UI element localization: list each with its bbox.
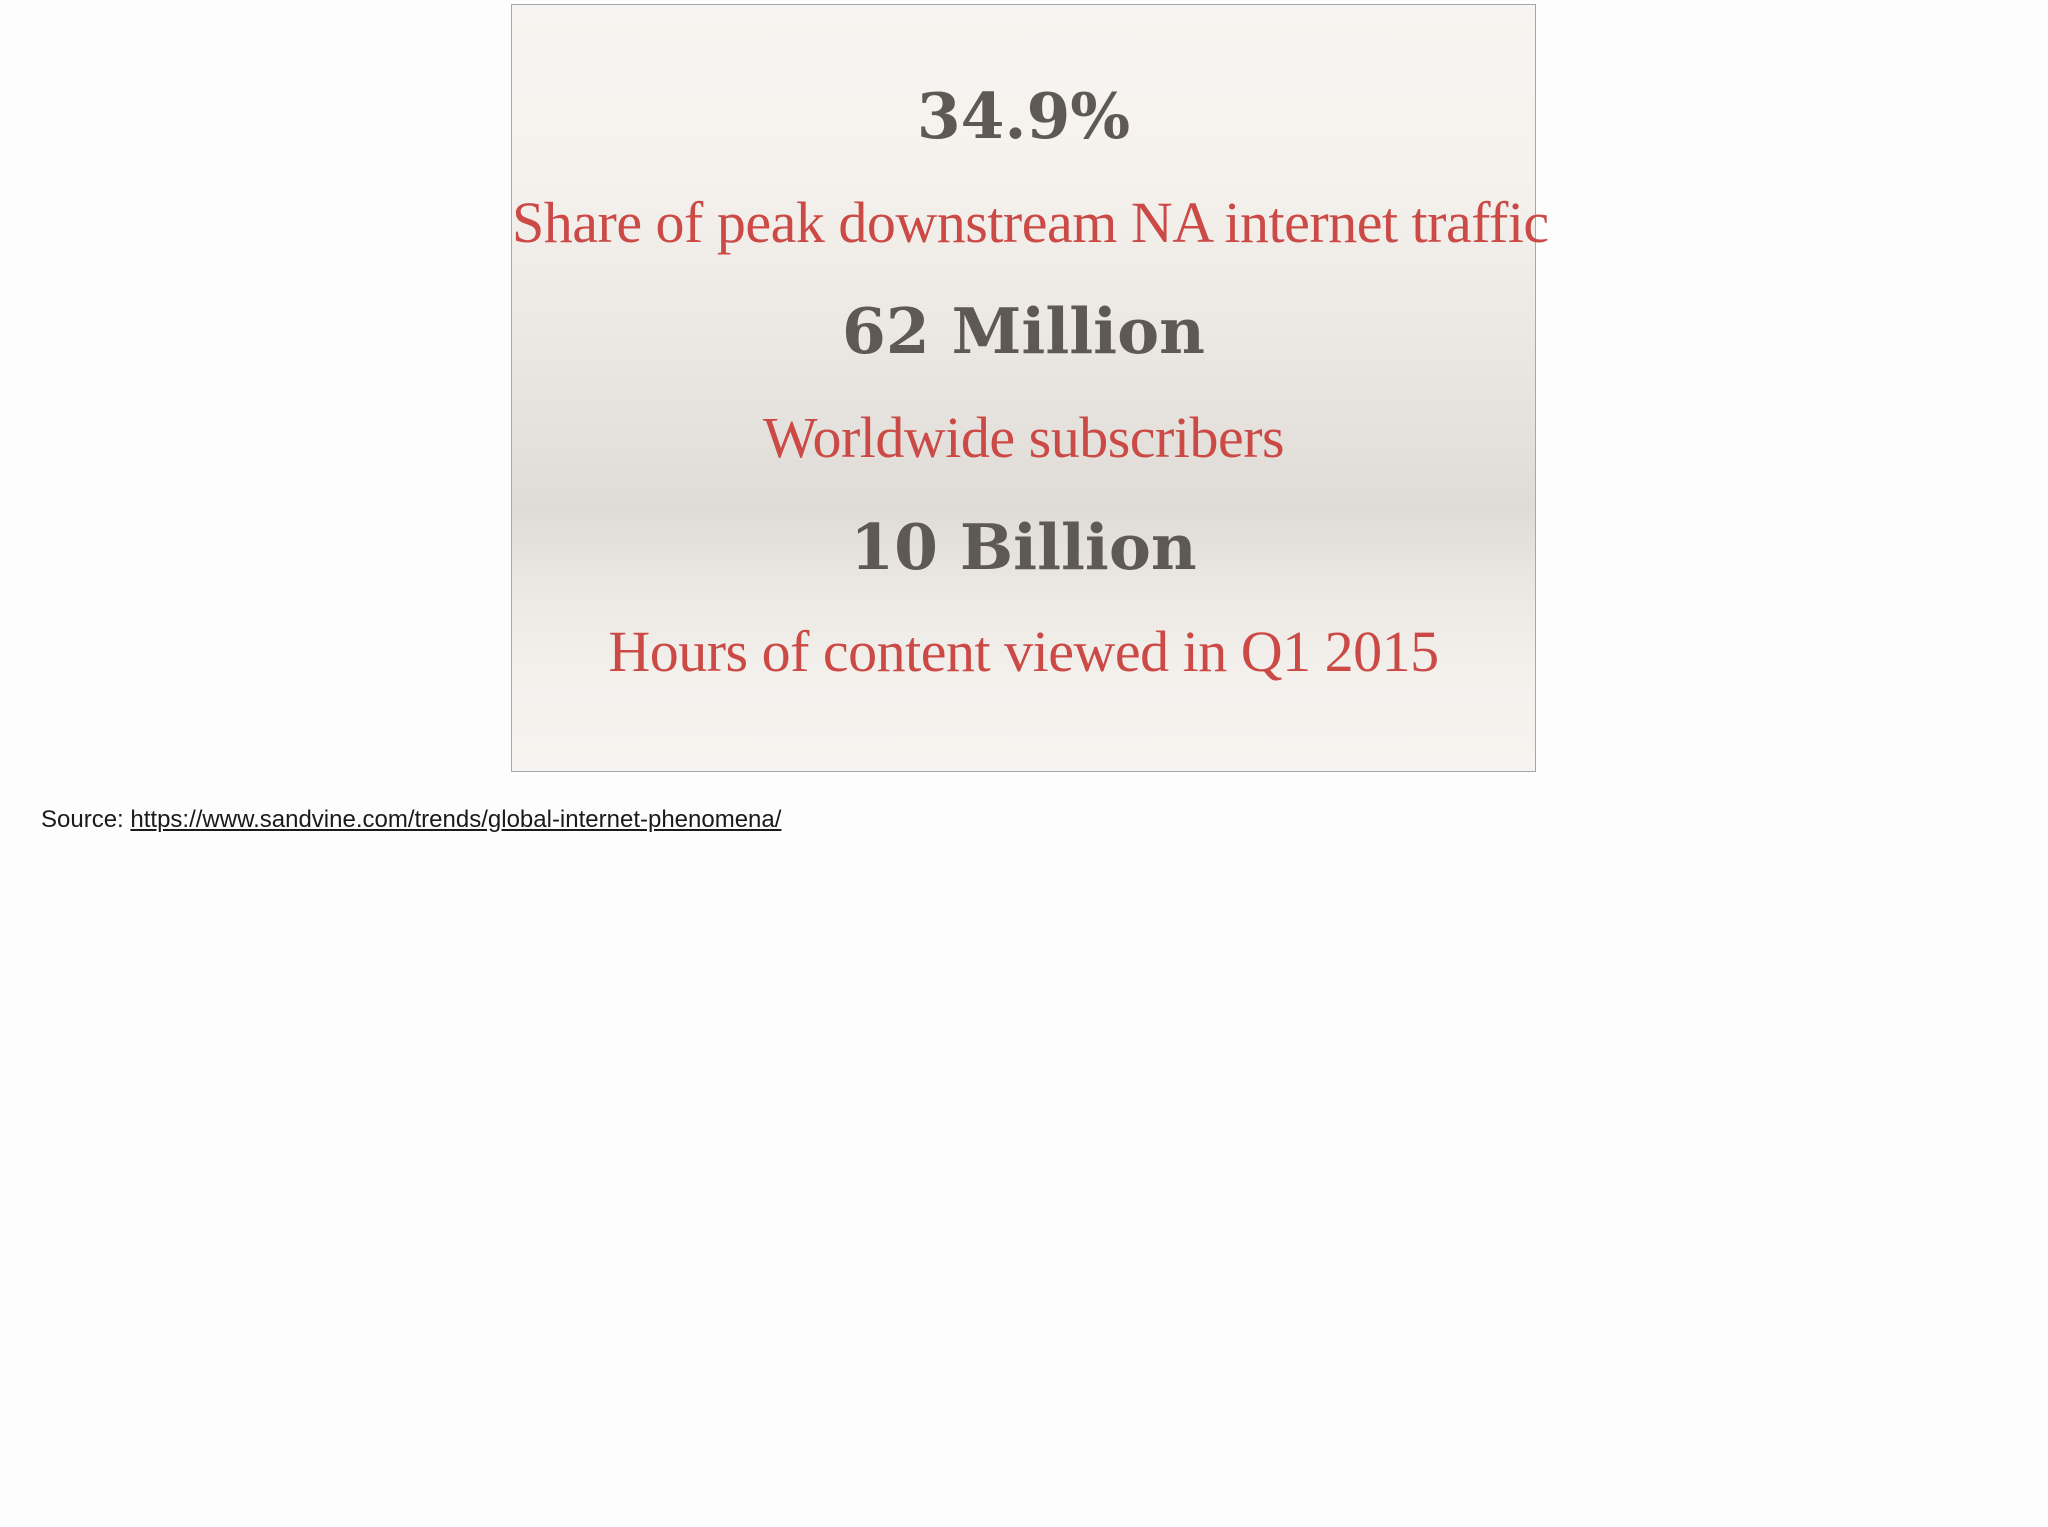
stat-value-hours-viewed: 10 Billion <box>850 510 1197 584</box>
stat-label-subscribers: Worldwide subscribers <box>762 405 1285 470</box>
source-prefix: Source: <box>41 806 124 833</box>
source-link[interactable]: https://www.sandvine.com/trends/global-internet-phenomena/ <box>130 806 782 833</box>
stat-label-hours-viewed: Hours of content viewed in Q1 2015 <box>608 619 1439 684</box>
slide-image <box>511 4 1549 772</box>
stat-label-traffic-share: Share of peak downstream NA internet traffic <box>512 190 1549 255</box>
stat-value-traffic-share: 34.9% <box>916 79 1131 153</box>
source-citation <box>41 806 781 834</box>
stat-value-subscribers: 62 Million <box>842 294 1205 368</box>
